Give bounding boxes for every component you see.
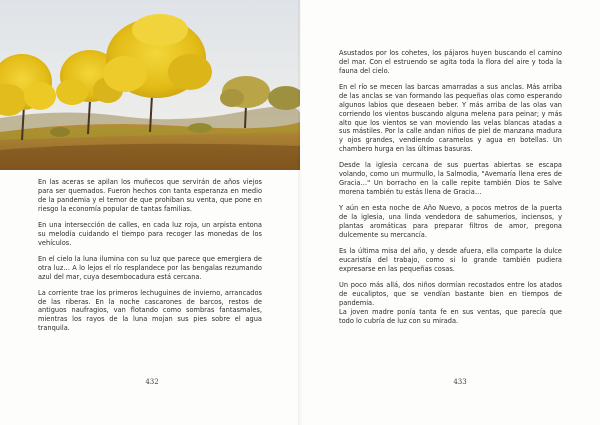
page-number: 432	[145, 378, 159, 386]
yellow-trees-image	[0, 0, 300, 170]
paragraph: Y aún en esta noche de Año Nuevo, a pocos metros de la puerta de la iglesia, una linda vendedora de sahumerios, inciensos, y plantas aromáticas para preparar filtros de amor, pregona dulcemente su mercancía.	[339, 204, 562, 239]
paragraph: En las aceras se apilan los muñecos que servirán de años viejos para ser quemados. Fueron hechos con tanta esperanza en medio de la pandemia y el temor de que prohiban su venta, que pone en riesgo la economía popular de tantas familias.	[38, 178, 262, 213]
paragraph: Es la última misa del año, y desde afuera, ella comparte la dulce eucaristía del trabajo, como si lo grande también pudiera expresarse en las pequeñas cosas.	[339, 246, 562, 273]
paragraph: En el cielo la luna ilumina con su luz que parece que emergiera de otra luz… A lo lejos el río resplandece por las bengalas rezumando azul del mar, cuya desembocadura está cercana.	[38, 254, 262, 281]
paragraph: Un poco más allá, dos niños dormían recostados entre los atados de eucaliptos, que se vendían bastante bien en tiempos de pandemia.	[339, 280, 562, 307]
paragraph: Desde la iglesia cercana de sus puertas abiertas se escapa volando, como un murmullo, la Salmodia, "Avemaría llena eres de Gracia…" Un borracho en la calle repite también Dios te Salve morena también tu estás llena de Gracia…	[339, 161, 562, 197]
paragraph: En el río se mecen las barcas amarradas a sus anclas. Más arriba de las anclas se van formando las pequeñas olas como esperando algunos labios que deseaen beber. Y más arriba de las olas van corriendo los vientos buscando alguna melena para peinar; y más alto que los vientos se van moviendo las velas blancas atadas a sus mástiles. Por la calle andan niños de piel de manzana madura y ojos grandes, vendiendo caramelos y agua en botellas. Un chambero hurga en las últimas basuras.	[339, 82, 562, 154]
left-page-body	[38, 178, 262, 333]
paragraph: La corriente trae los primeros lechuguines de invierno, arrancados de las riberas. En la noche cascarones de barcos, restos de antiguos naufragios, van flotando como sombras fantasmales, mientras los rayos de la luna mojan sus pies sobre el agua tranquila.	[38, 288, 262, 333]
paragraph: Asustados por los cohetes, los pájaros huyen buscando el camino del mar. Con el estruendo se agita toda la flora del aire y toda la fauna del cielo.	[339, 49, 562, 75]
page-number: 433	[453, 378, 467, 386]
landscape-photo	[0, 0, 300, 170]
paragraph: En una intersección de calles, en cada luz roja, un arpista entona su melodía cuidando el tiempo para recoger las monedas de los vehículos.	[38, 220, 262, 247]
right-page-body	[339, 49, 562, 325]
paragraph: La joven madre ponía tanta fe en sus ventas, que parecía que todo lo cubría de luz con su mirada.	[339, 307, 562, 325]
right-page	[300, 0, 600, 425]
